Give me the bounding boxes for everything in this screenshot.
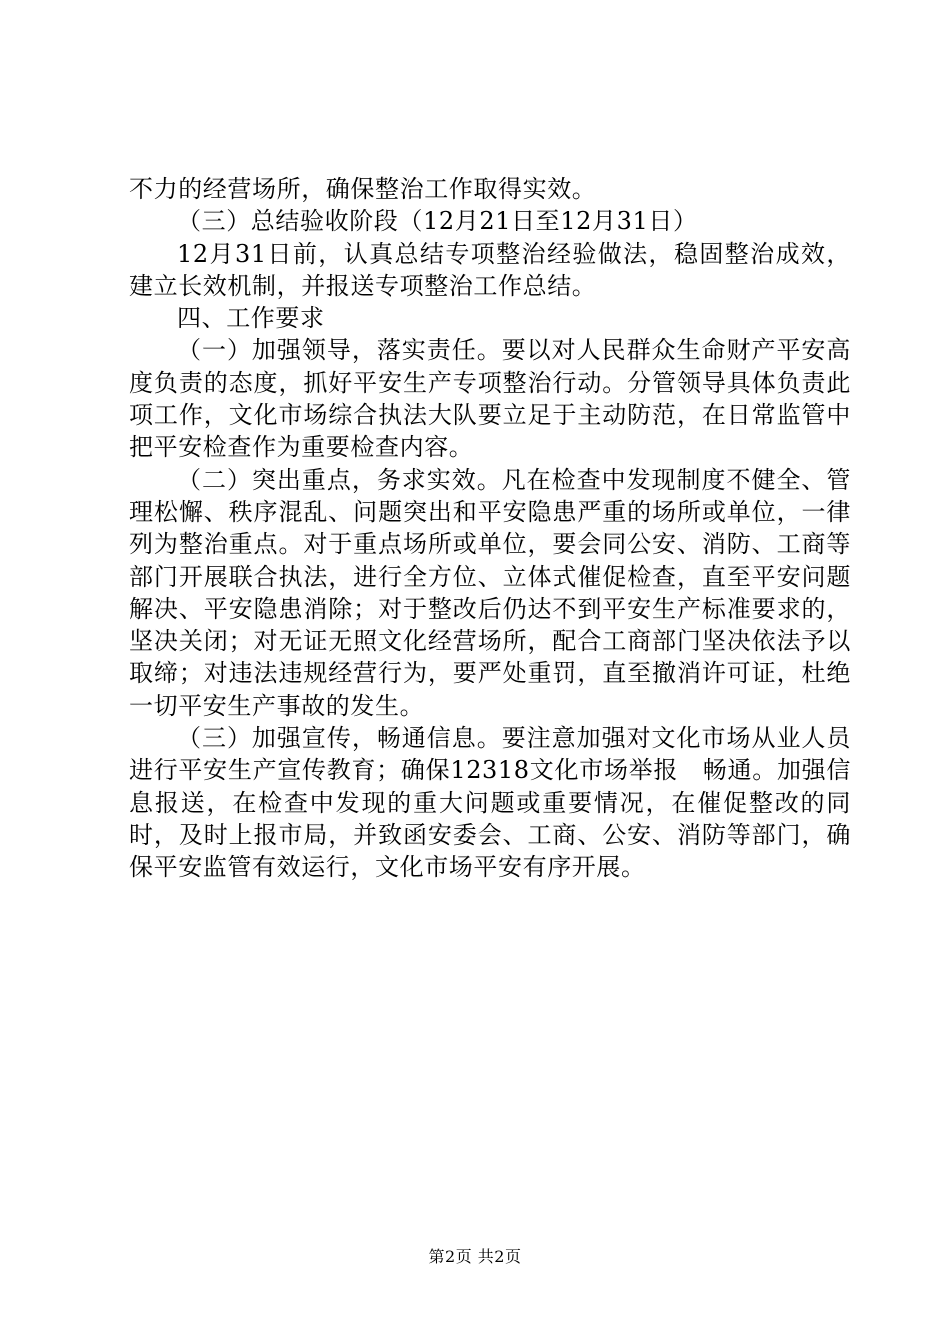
paragraph-continuation: 不力的经营场所，确保整治工作取得实效。 [129,175,597,203]
paragraph-publicity: （三）加强宣传，畅通信息。要注意加强对文化市场从业人员进行平安生产宣传教育；确保12318文化市场举报 畅通。加强信息报送，在检查中发现的重大问题或重要情况，在催促整改的同时，及时上报市局，并致函安委会、工商、公安、消防等部门，确保平安监管有效运行，文化市场平安有序开展。 [129,724,851,882]
paragraph-key-points: （二）突出重点，务求实效。凡在检查中发现制度不健全、管理松懈、秩序混乱、问题突出和平安隐患严重的场所或单位，一律列为整治重点。对于重点场所或单位，要会同公安、消防、工商等部门开展联合执法，进行全方位、立体式催促检查，直至平安问题解决、平安隐患消除；对于整改后仍达不到平安生产标准要求的，坚决关闭；对无证无照文化经营场所，配合工商部门坚决依法予以取缔；对违法违规经营行为，要严处重罚，直至撤消许可证，杜绝一切平安生产事故的发生。 [129,465,851,720]
document-body [129,173,851,884]
section-heading-summary-stage: （三）总结验收阶段（12月21日至12月31日） [177,207,698,236]
paragraph-summary: 12月31日前，认真总结专项整治经验做法，稳固整治成效，建立长效机制，并报送专项整治工作总结。 [129,239,851,300]
page-number-footer: 第2页 共2页 [428,1247,522,1266]
section-heading-work-requirements: 四、工作要求 [177,304,325,333]
paragraph-leadership: （一）加强领导，落实责任。要以对人民群众生命财产平安高度负责的态度，抓好平安生产专项整治行动。分管领导具体负责此项工作，文化市场综合执法大队要立足于主动防范，在日常监管中把平安检查作为重要检查内容。 [129,336,851,462]
